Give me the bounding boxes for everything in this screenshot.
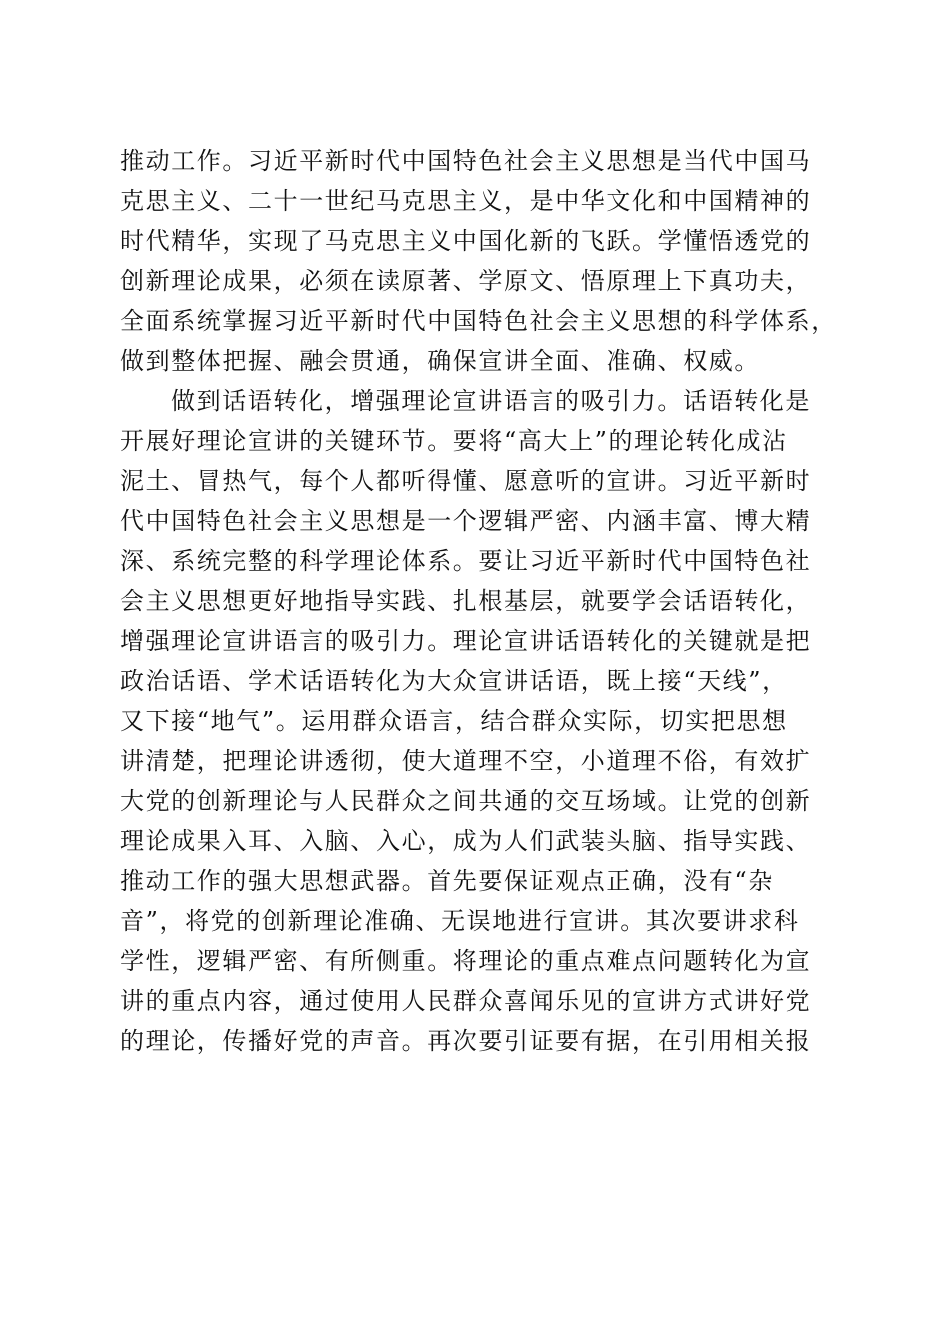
- text-line: 开展好理论宣讲的关键环节。要将“高大上”的理论转化成沾: [120, 427, 788, 455]
- text-line: 政治话语、学术话语转化为大众宣讲话语，既上接“天线”，: [120, 667, 788, 695]
- text-line: 做到整体把握、融会贯通，确保宣讲全面、准确、权威。: [120, 347, 760, 375]
- text-line: 泥土、冒热气，每个人都听得懂、愿意听的宣讲。习近平新时: [120, 467, 812, 495]
- text-line: 大党的创新理论与人民群众之间共通的交互场域。让党的创新: [120, 787, 812, 815]
- text-line: 代中国特色社会主义思想是一个逻辑严密、内涵丰富、博大精: [120, 507, 812, 535]
- text-line: 深、系统完整的科学理论体系。要让习近平新时代中国特色社: [120, 547, 812, 575]
- text-line: 时代精华，实现了马克思主义中国化新的飞跃。学懂悟透党的: [120, 227, 812, 255]
- text-line: 创新理论成果，必须在读原著、学原文、悟原理上下真功夫，: [120, 267, 812, 295]
- text-line: 讲的重点内容，通过使用人民群众喜闻乐见的宣讲方式讲好党: [120, 987, 812, 1015]
- text-line: 又下接“地气”。运用群众语言，结合群众实际，切实把思想: [120, 707, 788, 735]
- text-line: 理论成果入耳、入脑、入心，成为人们武装头脑、指导实践、: [120, 827, 812, 855]
- text-line: 音”，将党的创新理论准确、无误地进行宣讲。其次要讲求科: [120, 907, 800, 935]
- text-line: 全面系统掌握习近平新时代中国特色社会主义思想的科学体系，: [120, 307, 837, 335]
- text-line: 的理论，传播好党的声音。再次要引证要有据，在引用相关报: [120, 1027, 812, 1055]
- text-line: 克思主义、二十一世纪马克思主义，是中华文化和中国精神的: [120, 187, 812, 215]
- text-line: 增强理论宣讲语言的吸引力。理论宣讲话语转化的关键就是把: [120, 627, 812, 655]
- text-line: 学性，逻辑严密、有所侧重。将理论的重点难点问题转化为宣: [120, 947, 812, 975]
- text-line: 讲清楚，把理论讲透彻，使大道理不空，小道理不俗，有效扩: [120, 747, 812, 775]
- body-text: [120, 141, 840, 1061]
- paragraph-first-line: 做到话语转化，增强理论宣讲语言的吸引力。话语转化是: [171, 387, 811, 415]
- text-line: 推动工作。习近平新时代中国特色社会主义思想是当代中国马: [120, 147, 812, 175]
- text-line: 推动工作的强大思想武器。首先要保证观点正确，没有“杂: [120, 867, 774, 895]
- text-line: 会主义思想更好地指导实践、扎根基层，就要学会话语转化，: [120, 587, 812, 615]
